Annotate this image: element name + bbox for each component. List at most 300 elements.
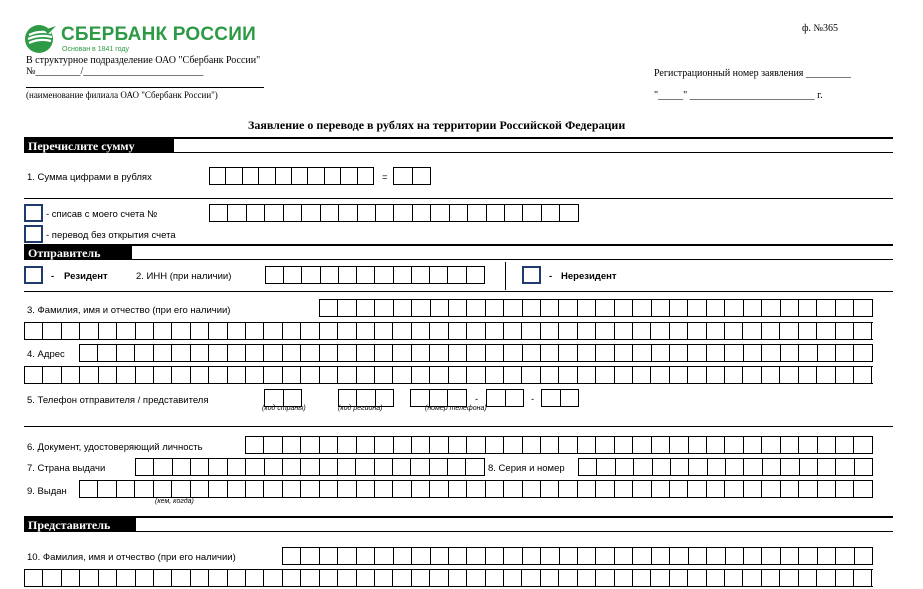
character-cell[interactable] [135, 481, 153, 497]
character-cell[interactable] [228, 570, 246, 586]
character-cell[interactable] [836, 345, 854, 361]
character-cell[interactable] [486, 437, 504, 453]
character-cell[interactable] [836, 323, 854, 339]
character-cell[interactable] [210, 205, 228, 221]
character-cell[interactable] [412, 570, 430, 586]
character-cell[interactable] [559, 570, 577, 586]
character-cell[interactable] [173, 459, 191, 475]
character-cell[interactable] [561, 390, 580, 406]
character-cell[interactable] [136, 570, 154, 586]
character-cell[interactable] [744, 437, 762, 453]
character-cell[interactable] [615, 481, 633, 497]
character-cell[interactable] [578, 481, 596, 497]
character-cell[interactable] [375, 267, 393, 283]
character-cell[interactable] [449, 300, 467, 316]
character-cell[interactable] [246, 345, 264, 361]
character-cell[interactable] [264, 367, 282, 383]
character-cell[interactable] [25, 570, 43, 586]
character-cell[interactable] [560, 548, 578, 564]
character-cell[interactable] [467, 570, 485, 586]
character-cell[interactable] [596, 481, 614, 497]
character-cell[interactable] [264, 481, 282, 497]
character-cell[interactable] [301, 459, 319, 475]
character-cell[interactable] [292, 168, 308, 184]
character-cell[interactable] [725, 481, 743, 497]
character-cell[interactable] [652, 300, 670, 316]
character-cell[interactable] [799, 548, 817, 564]
character-cell[interactable] [394, 168, 413, 184]
character-cell[interactable] [209, 481, 227, 497]
character-cell[interactable] [301, 570, 319, 586]
character-cell[interactable] [430, 481, 448, 497]
character-cell[interactable] [743, 570, 761, 586]
character-cell[interactable] [375, 345, 393, 361]
character-cell[interactable] [817, 570, 835, 586]
character-cell[interactable] [394, 205, 412, 221]
character-cell[interactable] [855, 459, 873, 475]
character-cell[interactable] [320, 300, 338, 316]
character-cell[interactable] [430, 570, 448, 586]
character-cell[interactable] [375, 367, 393, 383]
character-cell[interactable] [633, 323, 651, 339]
character-cell[interactable] [505, 205, 523, 221]
character-cell[interactable] [744, 300, 762, 316]
character-cell[interactable] [596, 345, 614, 361]
character-cell[interactable] [671, 459, 689, 475]
character-cell[interactable] [486, 367, 504, 383]
character-cell[interactable] [818, 459, 836, 475]
character-cell[interactable] [486, 548, 504, 564]
character-cell[interactable] [394, 267, 412, 283]
character-cell[interactable] [670, 323, 688, 339]
character-cell[interactable] [449, 345, 467, 361]
character-cell[interactable] [762, 300, 780, 316]
character-cell[interactable] [266, 267, 284, 283]
character-cell[interactable] [597, 459, 615, 475]
amount-kopecks-input[interactable] [393, 167, 431, 185]
character-cell[interactable] [596, 437, 614, 453]
character-cell[interactable] [62, 367, 80, 383]
character-cell[interactable] [504, 323, 522, 339]
address-input-row1[interactable] [79, 344, 873, 362]
character-cell[interactable] [357, 570, 375, 586]
character-cell[interactable] [688, 323, 706, 339]
character-cell[interactable] [191, 345, 209, 361]
full-name-input-row1[interactable] [319, 299, 873, 317]
character-cell[interactable] [375, 481, 393, 497]
character-cell[interactable] [301, 481, 319, 497]
character-cell[interactable] [670, 437, 688, 453]
character-cell[interactable] [725, 367, 743, 383]
character-cell[interactable] [321, 267, 339, 283]
character-cell[interactable] [689, 459, 707, 475]
character-cell[interactable] [209, 323, 227, 339]
character-cell[interactable] [449, 481, 467, 497]
character-cell[interactable] [579, 459, 597, 475]
character-cell[interactable] [283, 459, 301, 475]
character-cell[interactable] [854, 345, 872, 361]
character-cell[interactable] [688, 300, 706, 316]
character-cell[interactable] [246, 459, 264, 475]
character-cell[interactable] [246, 367, 264, 383]
character-cell[interactable] [394, 548, 412, 564]
character-cell[interactable] [854, 367, 872, 383]
character-cell[interactable] [283, 570, 301, 586]
character-cell[interactable] [651, 367, 669, 383]
character-cell[interactable] [780, 323, 798, 339]
character-cell[interactable] [247, 205, 265, 221]
character-cell[interactable] [283, 323, 301, 339]
character-cell[interactable] [228, 367, 246, 383]
character-cell[interactable] [836, 459, 854, 475]
character-cell[interactable] [725, 300, 743, 316]
character-cell[interactable] [818, 481, 836, 497]
character-cell[interactable] [301, 345, 319, 361]
character-cell[interactable] [320, 345, 338, 361]
character-cell[interactable] [725, 570, 743, 586]
character-cell[interactable] [651, 570, 669, 586]
character-cell[interactable] [338, 548, 356, 564]
character-cell[interactable] [467, 323, 485, 339]
character-cell[interactable] [172, 481, 190, 497]
character-cell[interactable] [726, 459, 744, 475]
character-cell[interactable] [559, 367, 577, 383]
character-cell[interactable] [633, 481, 651, 497]
character-cell[interactable] [338, 481, 356, 497]
character-cell[interactable] [467, 300, 485, 316]
character-cell[interactable] [393, 323, 411, 339]
character-cell[interactable] [117, 323, 135, 339]
character-cell[interactable] [259, 168, 275, 184]
character-cell[interactable] [246, 481, 264, 497]
character-cell[interactable] [836, 437, 854, 453]
character-cell[interactable] [855, 548, 873, 564]
character-cell[interactable] [228, 323, 246, 339]
character-cell[interactable] [412, 437, 430, 453]
character-cell[interactable] [357, 267, 375, 283]
character-cell[interactable] [504, 481, 522, 497]
phone-number-input-3[interactable] [541, 389, 579, 407]
rep-full-name-input-row2[interactable] [24, 569, 873, 587]
account-number-input[interactable] [209, 204, 579, 222]
character-cell[interactable] [468, 205, 486, 221]
character-cell[interactable] [559, 481, 577, 497]
character-cell[interactable] [375, 570, 393, 586]
character-cell[interactable] [136, 323, 154, 339]
character-cell[interactable] [817, 367, 835, 383]
address-input-row2[interactable] [24, 366, 873, 384]
character-cell[interactable] [43, 323, 61, 339]
character-cell[interactable] [449, 548, 467, 564]
character-cell[interactable] [670, 570, 688, 586]
character-cell[interactable] [154, 323, 172, 339]
character-cell[interactable] [284, 205, 302, 221]
character-cell[interactable] [320, 437, 338, 453]
nonresident-checkbox[interactable] [522, 266, 541, 284]
character-cell[interactable] [542, 390, 561, 406]
issue-country-input[interactable] [135, 458, 485, 476]
character-cell[interactable] [781, 300, 799, 316]
character-cell[interactable] [375, 548, 393, 564]
character-cell[interactable] [393, 459, 411, 475]
character-cell[interactable] [393, 570, 411, 586]
character-cell[interactable] [356, 459, 374, 475]
character-cell[interactable] [486, 323, 504, 339]
character-cell[interactable] [688, 367, 706, 383]
character-cell[interactable] [448, 390, 467, 406]
character-cell[interactable] [283, 437, 301, 453]
character-cell[interactable] [243, 168, 259, 184]
character-cell[interactable] [264, 437, 282, 453]
character-cell[interactable] [430, 345, 448, 361]
character-cell[interactable] [688, 481, 706, 497]
character-cell[interactable] [522, 367, 540, 383]
amount-digits-input[interactable] [209, 167, 374, 185]
character-cell[interactable] [320, 548, 338, 564]
character-cell[interactable] [744, 345, 762, 361]
character-cell[interactable] [308, 168, 324, 184]
character-cell[interactable] [633, 570, 651, 586]
character-cell[interactable] [431, 300, 449, 316]
character-cell[interactable] [578, 345, 596, 361]
character-cell[interactable] [467, 548, 485, 564]
series-number-input[interactable] [578, 458, 873, 476]
character-cell[interactable] [818, 548, 836, 564]
id-document-input[interactable] [245, 436, 873, 454]
character-cell[interactable] [338, 300, 356, 316]
character-cell[interactable] [578, 548, 596, 564]
character-cell[interactable] [341, 168, 357, 184]
character-cell[interactable] [466, 459, 484, 475]
character-cell[interactable] [725, 437, 743, 453]
character-cell[interactable] [615, 345, 633, 361]
character-cell[interactable] [467, 367, 485, 383]
debit-account-checkbox[interactable] [24, 204, 43, 222]
character-cell[interactable] [762, 437, 780, 453]
character-cell[interactable] [541, 570, 559, 586]
character-cell[interactable] [284, 390, 303, 406]
character-cell[interactable] [191, 323, 209, 339]
character-cell[interactable] [616, 459, 634, 475]
character-cell[interactable] [689, 437, 707, 453]
character-cell[interactable] [652, 548, 670, 564]
character-cell[interactable] [136, 459, 154, 475]
character-cell[interactable] [338, 323, 356, 339]
character-cell[interactable] [43, 570, 61, 586]
character-cell[interactable] [209, 367, 227, 383]
character-cell[interactable] [80, 345, 98, 361]
character-cell[interactable] [762, 548, 780, 564]
character-cell[interactable] [781, 548, 799, 564]
character-cell[interactable] [523, 481, 541, 497]
character-cell[interactable] [578, 437, 596, 453]
character-cell[interactable] [449, 437, 467, 453]
character-cell[interactable] [522, 570, 540, 586]
character-cell[interactable] [62, 570, 80, 586]
character-cell[interactable] [504, 367, 522, 383]
character-cell[interactable] [578, 570, 596, 586]
character-cell[interactable] [818, 345, 836, 361]
character-cell[interactable] [707, 437, 725, 453]
character-cell[interactable] [117, 367, 135, 383]
character-cell[interactable] [504, 570, 522, 586]
character-cell[interactable] [615, 548, 633, 564]
character-cell[interactable] [321, 205, 339, 221]
character-cell[interactable] [633, 437, 651, 453]
character-cell[interactable] [854, 570, 872, 586]
character-cell[interactable] [339, 267, 357, 283]
character-cell[interactable] [688, 570, 706, 586]
character-cell[interactable] [265, 390, 284, 406]
character-cell[interactable] [541, 548, 559, 564]
character-cell[interactable] [226, 168, 242, 184]
character-cell[interactable] [560, 205, 578, 221]
character-cell[interactable] [448, 459, 466, 475]
character-cell[interactable] [25, 367, 43, 383]
character-cell[interactable] [836, 570, 854, 586]
character-cell[interactable] [818, 437, 836, 453]
character-cell[interactable] [615, 570, 633, 586]
character-cell[interactable] [596, 570, 614, 586]
character-cell[interactable] [504, 548, 522, 564]
character-cell[interactable] [228, 205, 246, 221]
character-cell[interactable] [412, 548, 430, 564]
character-cell[interactable] [487, 390, 506, 406]
character-cell[interactable] [430, 267, 448, 283]
character-cell[interactable] [670, 367, 688, 383]
character-cell[interactable] [320, 481, 338, 497]
character-cell[interactable] [615, 323, 633, 339]
character-cell[interactable] [487, 205, 505, 221]
character-cell[interactable] [338, 345, 356, 361]
character-cell[interactable] [357, 390, 375, 406]
character-cell[interactable] [541, 300, 559, 316]
character-cell[interactable] [358, 168, 374, 184]
character-cell[interactable] [320, 323, 338, 339]
character-cell[interactable] [154, 367, 172, 383]
character-cell[interactable] [596, 323, 614, 339]
character-cell[interactable] [836, 548, 854, 564]
character-cell[interactable] [431, 205, 449, 221]
character-cell[interactable] [393, 481, 411, 497]
character-cell[interactable] [615, 300, 633, 316]
character-cell[interactable] [780, 570, 798, 586]
character-cell[interactable] [707, 548, 725, 564]
character-cell[interactable] [25, 323, 43, 339]
character-cell[interactable] [283, 367, 301, 383]
character-cell[interactable] [320, 570, 338, 586]
character-cell[interactable] [191, 367, 209, 383]
character-cell[interactable] [559, 437, 577, 453]
character-cell[interactable] [357, 548, 375, 564]
character-cell[interactable] [357, 345, 375, 361]
character-cell[interactable] [799, 300, 817, 316]
character-cell[interactable] [559, 323, 577, 339]
character-cell[interactable] [707, 481, 725, 497]
character-cell[interactable] [670, 481, 688, 497]
character-cell[interactable] [276, 168, 292, 184]
character-cell[interactable] [596, 548, 614, 564]
character-cell[interactable] [172, 323, 190, 339]
character-cell[interactable] [559, 345, 577, 361]
character-cell[interactable] [817, 323, 835, 339]
character-cell[interactable] [376, 390, 394, 406]
character-cell[interactable] [154, 481, 172, 497]
character-cell[interactable] [430, 390, 449, 406]
character-cell[interactable] [652, 481, 670, 497]
character-cell[interactable] [633, 300, 651, 316]
character-cell[interactable] [762, 345, 780, 361]
character-cell[interactable] [325, 168, 341, 184]
character-cell[interactable] [301, 367, 319, 383]
character-cell[interactable] [633, 367, 651, 383]
character-cell[interactable] [301, 548, 319, 564]
character-cell[interactable] [191, 570, 209, 586]
character-cell[interactable] [596, 367, 614, 383]
character-cell[interactable] [522, 323, 540, 339]
character-cell[interactable] [762, 570, 780, 586]
character-cell[interactable] [578, 323, 596, 339]
character-cell[interactable] [781, 437, 799, 453]
character-cell[interactable] [523, 205, 541, 221]
character-cell[interactable] [504, 437, 522, 453]
character-cell[interactable] [707, 300, 725, 316]
character-cell[interactable] [486, 481, 504, 497]
character-cell[interactable] [578, 300, 596, 316]
character-cell[interactable] [743, 323, 761, 339]
character-cell[interactable] [357, 323, 375, 339]
character-cell[interactable] [615, 367, 633, 383]
character-cell[interactable] [707, 323, 725, 339]
character-cell[interactable] [670, 548, 688, 564]
character-cell[interactable] [799, 570, 817, 586]
character-cell[interactable] [762, 367, 780, 383]
character-cell[interactable] [449, 367, 467, 383]
character-cell[interactable] [172, 570, 190, 586]
character-cell[interactable] [430, 323, 448, 339]
character-cell[interactable] [836, 481, 854, 497]
character-cell[interactable] [781, 345, 799, 361]
character-cell[interactable] [467, 267, 485, 283]
character-cell[interactable] [393, 345, 411, 361]
character-cell[interactable] [209, 459, 227, 475]
character-cell[interactable] [376, 205, 394, 221]
character-cell[interactable] [800, 459, 818, 475]
character-cell[interactable] [486, 345, 504, 361]
character-cell[interactable] [357, 437, 375, 453]
character-cell[interactable] [98, 345, 116, 361]
character-cell[interactable] [541, 367, 559, 383]
character-cell[interactable] [467, 437, 485, 453]
character-cell[interactable] [375, 459, 393, 475]
character-cell[interactable] [504, 345, 522, 361]
character-cell[interactable] [43, 367, 61, 383]
character-cell[interactable] [467, 345, 485, 361]
phone-number-input-2[interactable] [486, 389, 524, 407]
character-cell[interactable] [854, 481, 872, 497]
character-cell[interactable] [265, 205, 283, 221]
character-cell[interactable] [412, 345, 430, 361]
character-cell[interactable] [449, 323, 467, 339]
character-cell[interactable] [413, 168, 432, 184]
character-cell[interactable] [117, 345, 135, 361]
character-cell[interactable] [411, 459, 429, 475]
rep-full-name-input-row1[interactable] [282, 547, 873, 565]
character-cell[interactable] [762, 323, 780, 339]
character-cell[interactable] [246, 437, 264, 453]
character-cell[interactable] [246, 570, 264, 586]
character-cell[interactable] [854, 300, 872, 316]
